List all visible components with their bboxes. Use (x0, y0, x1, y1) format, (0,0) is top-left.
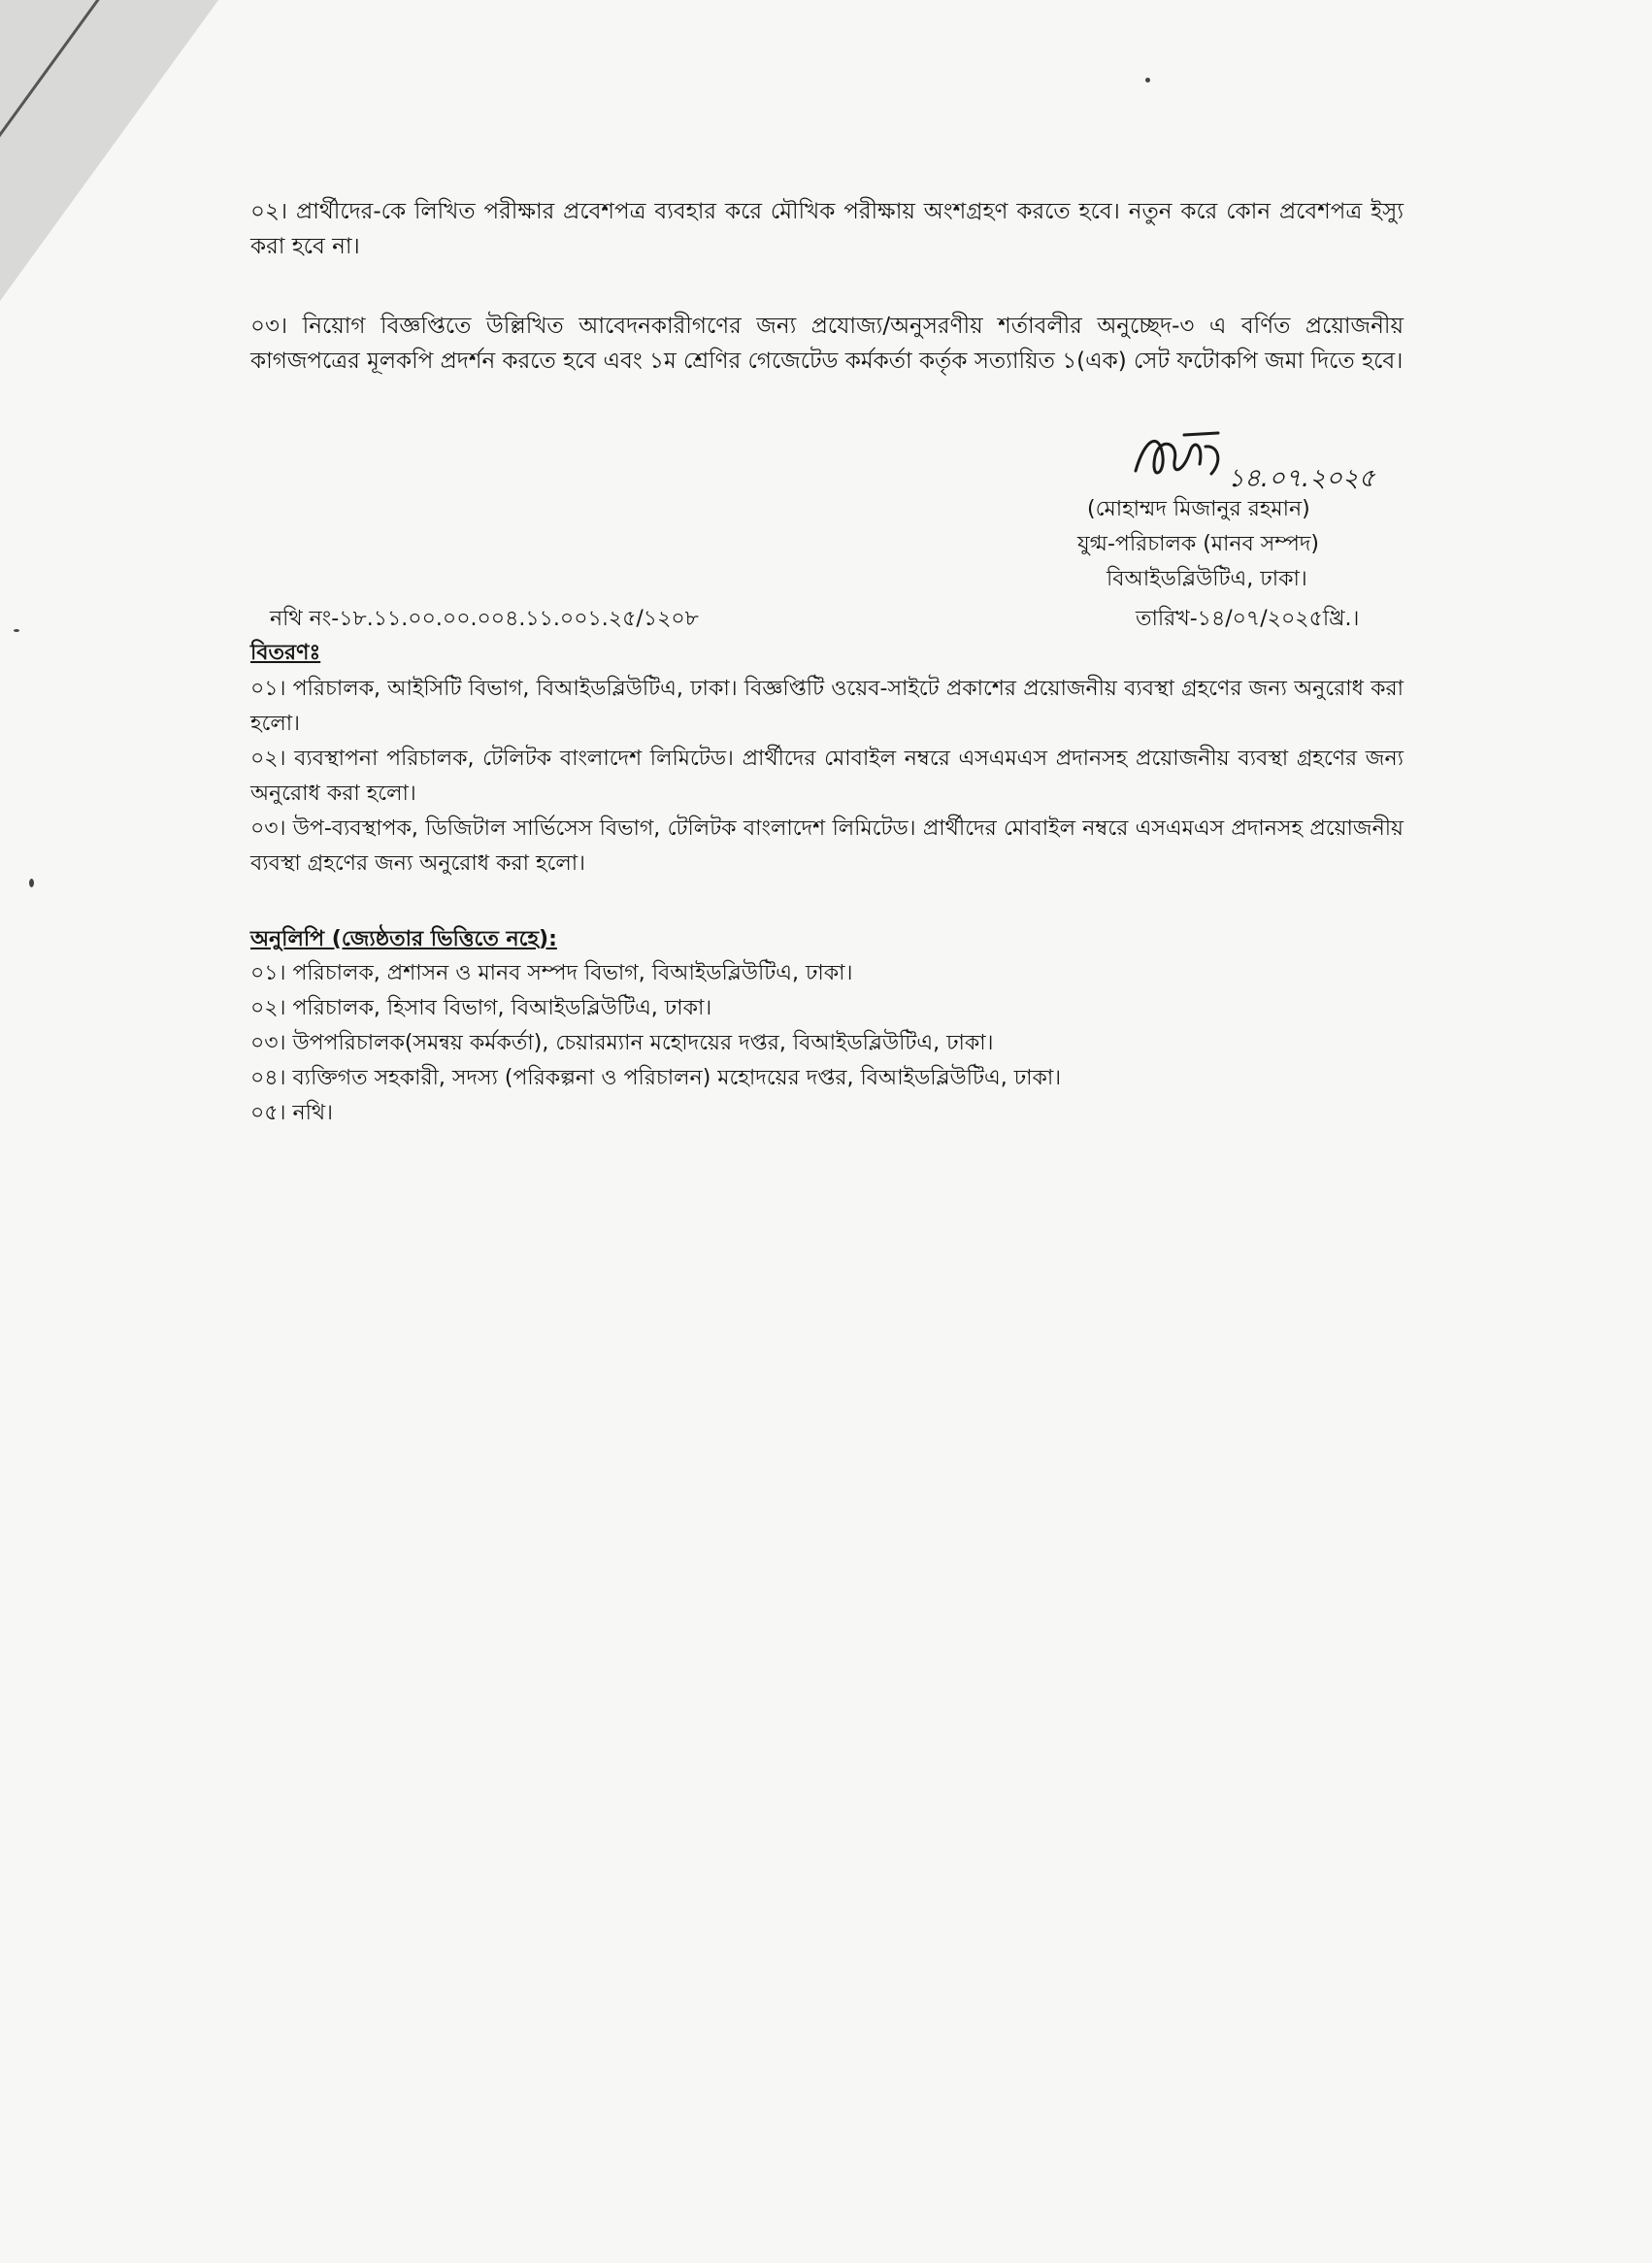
scan-speck (1145, 78, 1150, 83)
distribution-item: ০১। পরিচালক, আইসিটি বিভাগ, বিআইডব্লিউটিএ, ঢাকা। বিজ্ঞপ্তিটি ওয়েব-সাইটে প্রকাশের প্রয়োজনীয় ব্যবস্থা গ্রহণের জন্য অনুরোধ করা হলো। (250, 677, 1404, 736)
signatory-organization: বিআইডব্লিউটিএ, ঢাকা। (1107, 567, 1307, 591)
handwritten-date: ১৪.০৭.২০২৫ (1228, 464, 1375, 493)
distribution-list (250, 672, 1404, 882)
scan-speck (29, 879, 34, 887)
copies-heading: অনুলিপি (জ্যেষ্ঠতার ভিত্তিতে নহে): (250, 927, 557, 951)
copy-item: ০৪। ব্যক্তিগত সহকারী, সদস্য (পরিকল্পনা ও পরিচালন) মহোদয়ের দপ্তর, বিআইডব্লিউটিএ, ঢাকা। (250, 1066, 1062, 1090)
memo-reference: নথি নং-১৮.১১.০০.০০.০০৪.১১.০০১.২৫/১২০৮ (270, 607, 699, 631)
scan-speck (14, 629, 19, 632)
paragraph-03: ০৩। নিয়োগ বিজ্ঞপ্তিতে উল্লিখিত আবেদনকারীগণের জন্য প্রযোজ্য/অনুসরণীয় শর্তাবলীর অনুচ্ছেদ-৩ এ বর্ণিত প্রয়োজনীয় কাগজপত্রের মূলকপি প্রদর্শন করতে হবে এবং ১ম শ্রেণির গেজেটেড কর্মকর্তা কর্তৃক সত্যায়িত ১(এক) সেট ফটোকপি জমা দিতে হবে। (250, 314, 1404, 374)
folded-corner (0, 0, 218, 301)
paragraph-02: ০২। প্রার্থীদের-কে লিখিত পরীক্ষার প্রবেশপত্র ব্যবহার করে মৌখিক পরীক্ষায় অংশগ্রহণ করতে হবে। নতুন করে কোন প্রবেশপত্র ইস্যু করা হবে না। (250, 199, 1404, 259)
copy-item: ০২। পরিচালক, হিসাব বিভাগ, বিআইডব্লিউটিএ, ঢাকা। (250, 996, 712, 1020)
copy-item: ০১। পরিচালক, প্রশাসন ও মানব সম্পদ বিভাগ, বিআইডব্লিউটিএ, ঢাকা। (250, 961, 853, 985)
copy-item: ০৫। নথি। (250, 1101, 333, 1125)
distribution-item: ০২। ব্যবস্থাপনা পরিচালক, টেলিটক বাংলাদেশ লিমিটেড। প্রার্থীদের মোবাইল নম্বরে এসএমএস প্রদানসহ প্রয়োজনীয় ব্যবস্থা গ্রহণের জন্য অনুরোধ করা হলো। (250, 747, 1404, 806)
distribution-item: ০৩। উপ-ব্যবস্থাপক, ডিজিটাল সার্ভিসেস বিভাগ, টেলিটক বাংলাদেশ লিমিটেড। প্রার্থীদের মোবাইল নম্বরে এসএমএস প্রদানসহ প্রয়োজনীয় ব্যবস্থা গ্রহণের জন্য অনুরোধ করা হলো। (250, 816, 1404, 876)
signatory-title: যুগ্ম-পরিচালক (মানব সম্পদ) (1077, 532, 1319, 556)
memo-date: তারিখ-১৪/০৭/২০২৫খ্রি.। (1136, 607, 1360, 631)
copies-list (250, 956, 1404, 1131)
copy-item: ০৩। উপপরিচালক(সমন্বয় কর্মকর্তা), চেয়ারম্যান মহোদয়ের দপ্তর, বিআইডব্লিউটিএ, ঢাকা। (250, 1031, 994, 1055)
distribution-heading: বিতরণঃ (250, 641, 321, 665)
signatory-name: (মোহাম্মদ মিজানুর রহমান) (1087, 497, 1310, 521)
